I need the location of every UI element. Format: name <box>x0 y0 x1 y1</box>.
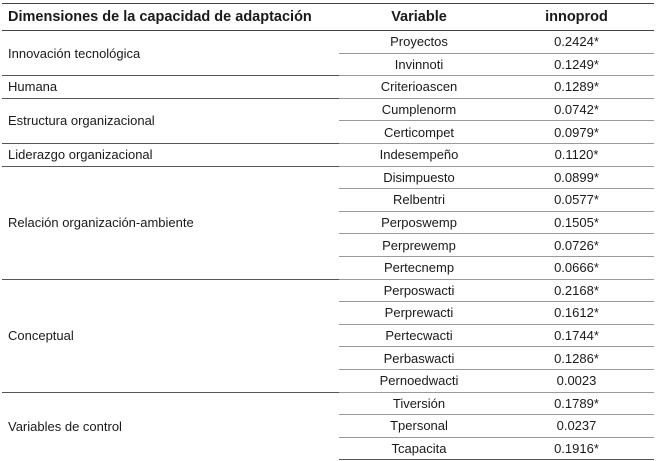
dimension-cell: Humana <box>2 76 339 99</box>
value-cell: 0.1505* <box>499 211 654 234</box>
value-cell: 0.0979* <box>499 121 654 144</box>
value-cell: 0.1249* <box>499 53 654 76</box>
value-cell: 0.0237 <box>499 415 654 438</box>
value-cell: 0.1289* <box>499 76 654 99</box>
table-header <box>2 4 654 31</box>
value-cell: 0.1120* <box>499 143 654 166</box>
table-row <box>2 143 654 166</box>
value-cell: 0.1789* <box>499 392 654 415</box>
variable-cell: Pernoedwacti <box>339 369 499 392</box>
value-cell: 0.0577* <box>499 189 654 212</box>
value-cell: 0.0666* <box>499 256 654 279</box>
variable-cell: Tiversión <box>339 392 499 415</box>
dimension-cell: Relación organización-ambiente <box>2 166 339 279</box>
value-cell: 0.1744* <box>499 324 654 347</box>
dimension-cell: Variables de control <box>2 392 339 460</box>
variable-cell: Certicompet <box>339 121 499 144</box>
variable-cell: Cumplenorm <box>339 98 499 121</box>
variable-cell: Perposwacti <box>339 279 499 302</box>
variable-cell: Pertecnemp <box>339 256 499 279</box>
value-cell: 0.2424* <box>499 31 654 54</box>
results-table <box>2 3 654 460</box>
variable-cell: Tpersonal <box>339 415 499 438</box>
table-row <box>2 166 654 189</box>
header-row <box>2 4 654 31</box>
variable-cell: Perposwemp <box>339 211 499 234</box>
table-body <box>2 31 654 460</box>
variable-cell: Disimpuesto <box>339 166 499 189</box>
dimension-cell: Liderazgo organizacional <box>2 143 339 166</box>
variable-cell: Perbaswacti <box>339 347 499 370</box>
table-row <box>2 76 654 99</box>
value-cell: 0.0726* <box>499 234 654 257</box>
header-variable: Variable <box>339 4 499 31</box>
table-row <box>2 31 654 54</box>
variable-cell: Pertecwacti <box>339 324 499 347</box>
dimension-cell: Conceptual <box>2 279 339 392</box>
table-row <box>2 392 654 415</box>
value-cell: 0.0742* <box>499 98 654 121</box>
value-cell: 0.1916* <box>499 437 654 460</box>
variable-cell: Proyectos <box>339 31 499 54</box>
dimension-cell: Innovación tecnológica <box>2 31 339 76</box>
value-cell: 0.2168* <box>499 279 654 302</box>
header-dimension: Dimensiones de la capacidad de adaptación <box>2 4 339 31</box>
table-row <box>2 98 654 121</box>
value-cell: 0.1286* <box>499 347 654 370</box>
variable-cell: Indesempeño <box>339 143 499 166</box>
value-cell: 0.1612* <box>499 302 654 325</box>
variable-cell: Tcapacita <box>339 437 499 460</box>
variable-cell: Perprewacti <box>339 302 499 325</box>
variable-cell: Relbentri <box>339 189 499 212</box>
variable-cell: Perprewemp <box>339 234 499 257</box>
header-value: innoprod <box>499 4 654 31</box>
value-cell: 0.0899* <box>499 166 654 189</box>
variable-cell: Criterioascen <box>339 76 499 99</box>
value-cell: 0.0023 <box>499 369 654 392</box>
table-row <box>2 279 654 302</box>
dimension-cell: Estructura organizacional <box>2 98 339 143</box>
variable-cell: Invinnoti <box>339 53 499 76</box>
